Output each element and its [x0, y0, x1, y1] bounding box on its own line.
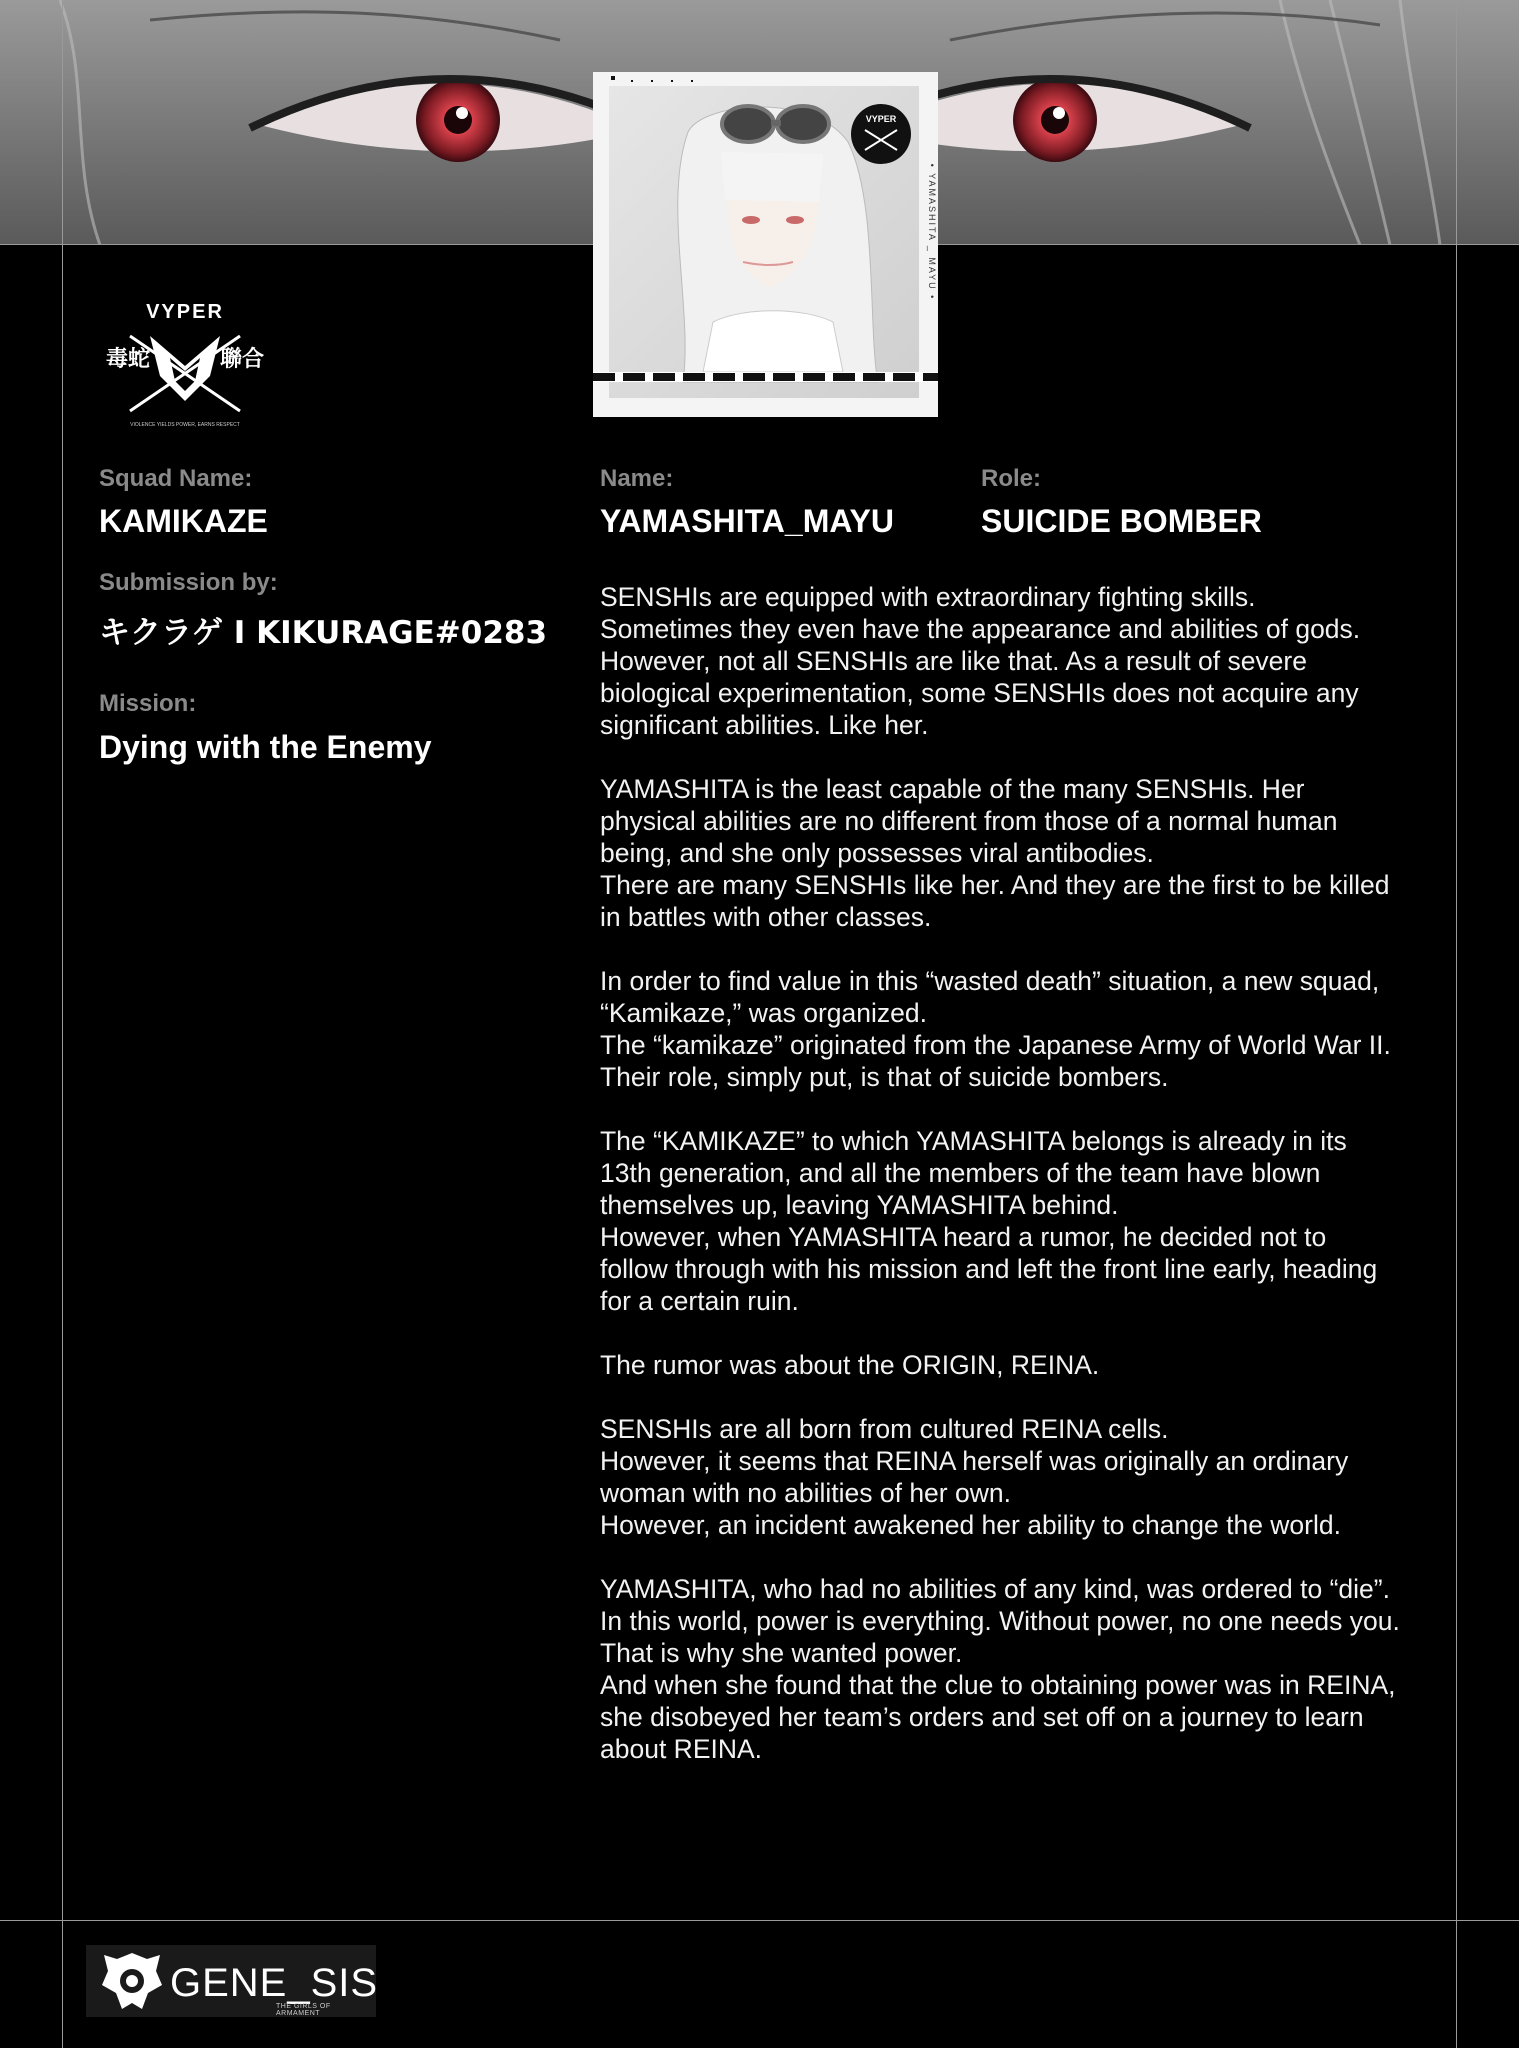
- story-paragraph: SENSHIs are equipped with extraordinary fighting skills. Sometimes they even have the appearance and abilities of gods. However, not all SENSHIs are like that. As a result of severe biological experimentation, some SENSHIs does not acquire any significant abilities. Like her.: [600, 582, 1361, 740]
- vyper-logo: [100, 296, 270, 431]
- mission-label: Mission:: [99, 690, 197, 717]
- frame-line-bottom: [0, 1920, 1519, 1921]
- story-paragraph: The rumor was about the ORIGIN, REINA.: [600, 1350, 1100, 1380]
- logo-title: VYPER: [146, 301, 224, 323]
- character-name-label: Name:: [600, 465, 674, 492]
- squad-name-value: KAMIKAZE: [99, 503, 268, 539]
- genesis-logo: [86, 1945, 379, 2017]
- story-paragraph: The “KAMIKAZE” to which YAMASHITA belongs is already in its 13th generation, and all the members of the team have blown themselves up, leaving YAMASHITA behind. However, when YAMASHITA heard a rumor, he decided not to follow through with his mission and left the front line early, heading for a certain ruin.: [600, 1126, 1378, 1316]
- story-paragraph: YAMASHITA is the least capable of the many SENSHIs. Her physical abilities are no different from those of a normal human being, and she only possesses viral antibodies. There are many SENSHIs like her. And they are the first to be killed in battles with other classes.: [600, 774, 1390, 932]
- portrait-side-text: • YAMASHITA _ MAYU •: [927, 163, 937, 301]
- logo-kanji-left: 毒蛇: [105, 347, 151, 372]
- genesis-emblem-icon: [92, 1945, 172, 2017]
- character-name-value: YAMASHITA_MAYU: [600, 503, 894, 539]
- story-paragraph: SENSHIs are all born from cultured REINA cells. However, it seems that REINA herself was originally an ordinary woman with no abilities of her own. However, an incident awakened her ability to change the world.: [600, 1414, 1349, 1540]
- logo-kanji-right: 聯合: [219, 347, 265, 372]
- story-paragraph: YAMASHITA, who had no abilities of any kind, was ordered to “die”. In this world, power is everything. Without power, no one needs you. That is why she wanted power. And when she found that the clue to obtaining power was in REINA, she disobeyed her team’s orders and set off on a journey to learn about REINA.: [600, 1574, 1400, 1764]
- frame-line-left: [62, 0, 63, 2048]
- genesis-subtitle: THE GIRLS OF ARMAMENT: [276, 2003, 331, 2017]
- frame-line-right: [1456, 0, 1457, 2048]
- role-value: SUICIDE BOMBER: [981, 503, 1262, 539]
- story-paragraph: In order to find value in this “wasted death” situation, a new squad, “Kamikaze,” was organized. The “kamikaze” originated from the Japanese Army of World War II. Their role, simply put, is that of suicide bombers.: [600, 966, 1391, 1092]
- portrait-badge-text: VYPER: [865, 114, 897, 124]
- role-label: Role:: [981, 465, 1041, 492]
- portrait-illustration: [593, 72, 938, 417]
- squad-name-label: Squad Name:: [99, 465, 253, 492]
- logo-tagline: VIOLENCE YIELDS POWER, EARNS RESPECT: [130, 422, 240, 428]
- character-portrait: [593, 72, 938, 417]
- mission-value: Dying with the Enemy: [99, 729, 432, 765]
- submission-value: キクラゲ I KIKURAGE#0283: [99, 615, 548, 651]
- submission-label: Submission by:: [99, 569, 278, 596]
- character-story: [600, 581, 1400, 1797]
- genesis-brand-text: GENE_SIS: [170, 1961, 379, 2005]
